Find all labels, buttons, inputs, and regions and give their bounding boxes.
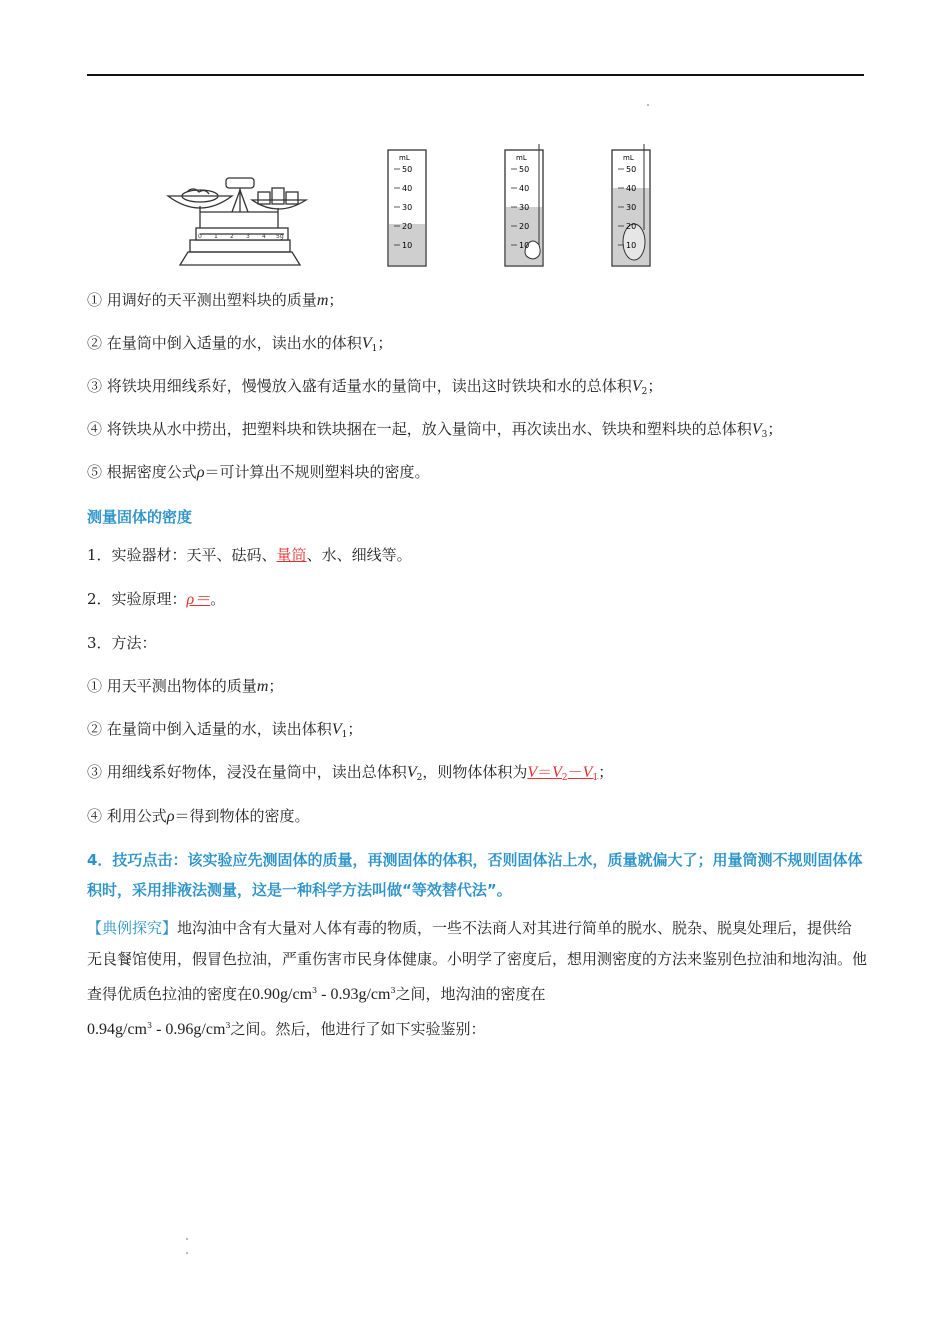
cyl2-tick-20: 20 <box>519 222 530 231</box>
cylinder-plastic-iron <box>612 144 650 266</box>
speck <box>186 1252 188 1254</box>
experiment-figure <box>160 140 660 275</box>
cyl2-tick-30: 30 <box>519 203 530 212</box>
cyl3-tick-20: 20 <box>626 222 637 231</box>
step-3: ③ 将铁块用细线系好，慢慢放入盛有适量水的量筒中，读出这时铁块和水的总体积$V_2$； <box>87 377 663 397</box>
cyl1-tick-40: 40 <box>402 184 413 193</box>
cyl2-tick-40: 40 <box>519 184 530 193</box>
scale-tick-4: 4 <box>262 233 266 240</box>
speck <box>186 1238 188 1240</box>
step-4: ④ 将铁块从水中捞出，把塑料块和铁块捆在一起，放入量筒中，再次读出水、铁块和塑料块的总体积$V_3$； <box>87 420 783 440</box>
cyl3-tick-40: 40 <box>626 184 637 193</box>
method-4: ④ 利用公式ρ＝得到物体的密度。 <box>87 807 310 825</box>
cyl3-unit: mL <box>623 154 634 162</box>
item-method-title: 3．方法： <box>87 634 157 652</box>
scale-tick-3: 3 <box>246 233 250 240</box>
scale-tick-5: 5g <box>276 233 284 240</box>
cyl3-tick-30: 30 <box>626 203 637 212</box>
example-label: 【典例探究】 <box>87 919 178 937</box>
speck <box>647 104 649 106</box>
scale-tick-1: 1 <box>214 233 218 240</box>
cyl1-tick-20: 20 <box>402 222 413 231</box>
cyl2-tick-10: 10 <box>519 241 530 250</box>
cyl1-tick-10: 10 <box>402 241 413 250</box>
cyl2-unit: mL <box>516 154 527 162</box>
answer-formula: ρ＝ <box>186 591 211 608</box>
step-5: ⑤ 根据密度公式ρ＝可计算出不规则塑料块的密度。 <box>87 463 430 481</box>
method-2: ② 在量筒中倒入适量的水，读出体积$V_1$； <box>87 720 363 740</box>
item-principle: 2．实验原理：ρ＝。 <box>87 590 226 608</box>
step-2: ② 在量筒中倒入适量的水，读出水的体积$V_1$； <box>87 334 393 354</box>
answer-volume: $V=V_2-V_1$ <box>527 763 599 783</box>
section-title: 测量固体的密度 <box>87 508 193 526</box>
step-1: ① 用调好的天平测出塑料块的质量m； <box>87 291 344 309</box>
cylinder-water <box>388 150 426 266</box>
answer-cylinder: 量筒 <box>276 546 307 564</box>
method-3: ③ 用细线系好物体，浸没在量筒中，读出总体积$V_2$，则物体体积为$V=V_2-V_1$； <box>87 763 614 783</box>
cyl1-tick-50: 50 <box>402 165 413 174</box>
cyl2-tick-50: 50 <box>519 165 530 174</box>
item-equipment: 1．实验器材：天平、砝码、量筒、水、细线等。 <box>87 546 412 564</box>
scale-tick-0: 0 <box>198 233 202 240</box>
cylinder-iron <box>505 144 543 266</box>
cyl3-tick-10: 10 <box>626 241 637 250</box>
cyl3-tick-50: 50 <box>626 165 637 174</box>
header-rule <box>87 74 864 76</box>
tip-paragraph: 4．技巧点击：该实验应先测固体的质量，再测固体的体积，否则固体沾上水，质量就偏大了；用量筒测不规则固体体积时，采用排液法测量，这是一种科学方法叫做“等效替代法”。 <box>87 851 863 899</box>
scale-tick-2: 2 <box>230 233 234 240</box>
cyl1-unit: mL <box>399 154 410 162</box>
example-paragraph: 【典例探究】地沟油中含有大量对人体有毒的物质，一些不法商人对其进行简单的脱水、脱杂、脱臭处理后，提供给无良餐馆使用，假冒色拉油，严重伤害市民身体健康。小明学了密度后，想用测密度的方法来鉴别色拉油和地沟油。他查得优质色拉油的密度在$0.90g/cm^3 - 0.93g/cm^3$之间，地沟油的密度在 $0.94g/cm^3 - 0.96g/cm^3$之间。然后，他进行了如下实验鉴别： <box>87 919 868 1038</box>
method-1: ① 用天平测出物体的质量m； <box>87 677 284 695</box>
balance-scale <box>168 178 306 265</box>
cyl1-tick-30: 30 <box>402 203 413 212</box>
